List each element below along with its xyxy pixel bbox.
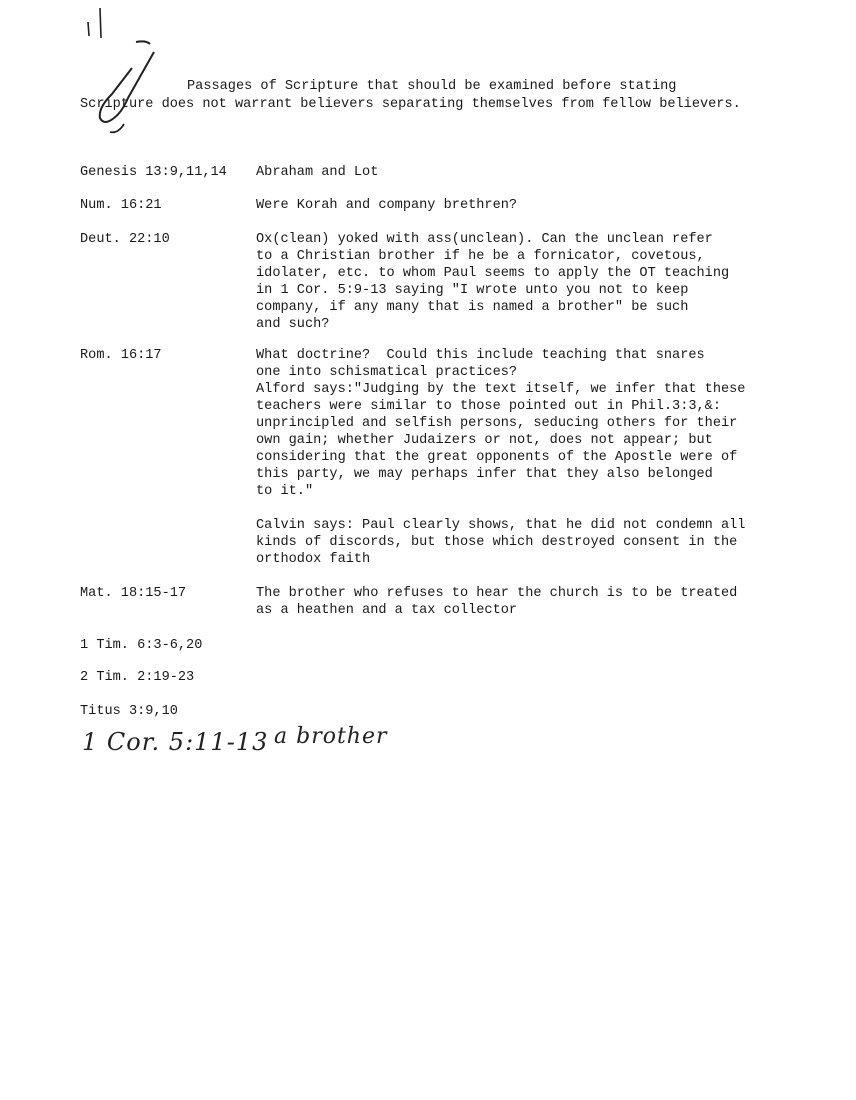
scripture-reference: 1 Tim. 6:3-6,20 [80, 638, 203, 653]
scripture-note [256, 197, 776, 214]
note-paragraph: What doctrine? Could this include teaching that snares one into schismatical practices? Alford says:"Judging by the text itself, we infer that these teachers were similar to those pointed out in Phil.3:3,&: unprincipled and selfish persons, seducing others for their own gain; whether Judaizers or not, does not appear; but considering that the great opponents of the Apostle were of this party, we may perhaps infer that they also belonged to it." [256, 348, 746, 499]
scripture-note [256, 164, 776, 181]
scripture-reference: Rom. 16:17 [80, 348, 162, 363]
note-paragraph: Calvin says: Paul clearly shows, that he did not condemn all kinds of discords, but those which destroyed consent in the orthodox faith [256, 518, 746, 567]
heading-line-1: Passages of Scripture that should be examined before stating [187, 79, 677, 94]
scripture-note [256, 231, 776, 333]
scripture-reference: Genesis 13:9,11,14 [80, 165, 227, 180]
document-heading [80, 78, 780, 114]
handwritten-note: a brother [274, 724, 388, 749]
scripture-reference: 2 Tim. 2:19-23 [80, 670, 195, 685]
handwritten-reference: 1 Cor. 5:11-13 [82, 728, 269, 756]
note-paragraph: The brother who refuses to hear the church is to be treated as a heathen and a tax collector [256, 586, 738, 618]
scripture-note [256, 585, 776, 619]
note-paragraph: Abraham and Lot [256, 165, 379, 180]
scripture-reference: Deut. 22:10 [80, 232, 170, 247]
heading-line-2: Scripture does not warrant believers separating themselves from fellow believers. [80, 97, 741, 112]
scripture-reference: Titus 3:9,10 [80, 704, 178, 719]
note-paragraph: Were Korah and company brethren? [256, 198, 518, 213]
scripture-reference: Mat. 18:15-17 [80, 586, 187, 601]
scripture-note [256, 347, 776, 568]
note-paragraph: Ox(clean) yoked with ass(unclean). Can the unclean refer to a Christian brother if he be a fornicator, covetous, idolater, etc. to whom Paul seems to apply the OT teaching in 1 Cor. 5:9-13 saying "I wrote unto you not to keep company, if any many that is named a brother" be such and such? [256, 232, 730, 332]
scripture-reference: Num. 16:21 [80, 198, 162, 213]
